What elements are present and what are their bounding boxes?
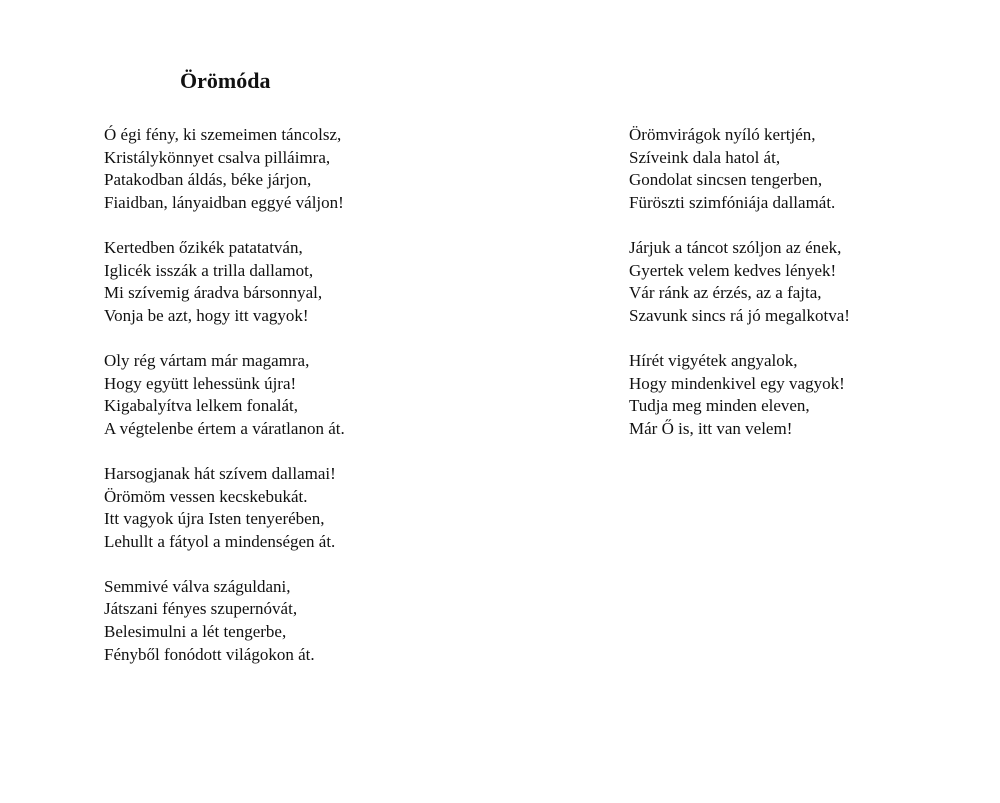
verse-line: Hogy mindenkivel egy vagyok! bbox=[629, 373, 845, 393]
verse-line: Tudja meg minden eleven, bbox=[629, 396, 810, 416]
stanza bbox=[629, 124, 1000, 214]
verse-line: Gondolat sincsen tengerben, bbox=[629, 170, 823, 190]
verse-line: Belesimulni a lét tengerbe, bbox=[104, 622, 287, 642]
stanza bbox=[104, 576, 484, 666]
poem-right-column bbox=[629, 124, 1000, 463]
stanza bbox=[629, 350, 1000, 440]
verse-line: Lehullt a fátyol a mindenségen át. bbox=[104, 531, 336, 551]
verse-line: Patakodban áldás, béke járjon, bbox=[104, 170, 312, 190]
verse-line: Vár ránk az érzés, az a fajta, bbox=[629, 283, 822, 303]
stanza bbox=[104, 237, 484, 327]
verse-line: Hogy együtt lehessünk újra! bbox=[104, 373, 297, 393]
poem-left-column bbox=[104, 124, 484, 689]
verse-line: Kertedben őzikék patatatván, bbox=[104, 237, 303, 257]
verse-line: Járjuk a táncot szóljon az ének, bbox=[629, 237, 842, 257]
stanza bbox=[629, 237, 1000, 327]
verse-line: Vonja be azt, hogy itt vagyok! bbox=[104, 305, 309, 325]
verse-line: Fényből fonódott világokon át. bbox=[104, 644, 315, 664]
verse-line: Kigabalyítva lelkem fonalát, bbox=[104, 396, 299, 416]
verse-line: Örömöm vessen kecskebukát. bbox=[104, 486, 308, 506]
verse-line: Szíveink dala hatol át, bbox=[629, 147, 781, 167]
verse-line: Harsogjanak hát szívem dallamai! bbox=[104, 463, 336, 483]
stanza bbox=[104, 124, 484, 214]
verse-line: Itt vagyok újra Isten tenyerében, bbox=[104, 509, 325, 529]
verse-line: Már Ő is, itt van velem! bbox=[629, 418, 793, 438]
verse-line: Kristálykönnyet csalva pilláimra, bbox=[104, 147, 331, 167]
verse-line: Iglicék isszák a trilla dallamot, bbox=[104, 260, 314, 280]
verse-line: Hírét vigyétek angyalok, bbox=[629, 350, 798, 370]
verse-line: A végtelenbe értem a váratlanon át. bbox=[104, 418, 345, 438]
verse-line: Ó égi fény, ki szemeimen táncolsz, bbox=[104, 125, 342, 144]
verse-line: Örömvirágok nyíló kertjén, bbox=[629, 125, 816, 144]
verse-line: Oly rég vártam már magamra, bbox=[104, 350, 310, 370]
stanza bbox=[104, 350, 484, 440]
stanza bbox=[104, 463, 484, 553]
verse-line: Gyertek velem kedves lények! bbox=[629, 260, 837, 280]
verse-line: Játszani fényes szupernóvát, bbox=[104, 599, 298, 619]
verse-line: Fiaidban, lányaidban eggyé váljon! bbox=[104, 192, 344, 212]
poem-title: Örömóda bbox=[180, 68, 271, 93]
verse-line: Semmivé válva száguldani, bbox=[104, 576, 291, 596]
verse-line: Szavunk sincs rá jó megalkotva! bbox=[629, 305, 850, 325]
verse-line: Füröszti szimfóniája dallamát. bbox=[629, 192, 836, 212]
verse-line: Mi szívemig áradva bársonnyal, bbox=[104, 283, 323, 303]
